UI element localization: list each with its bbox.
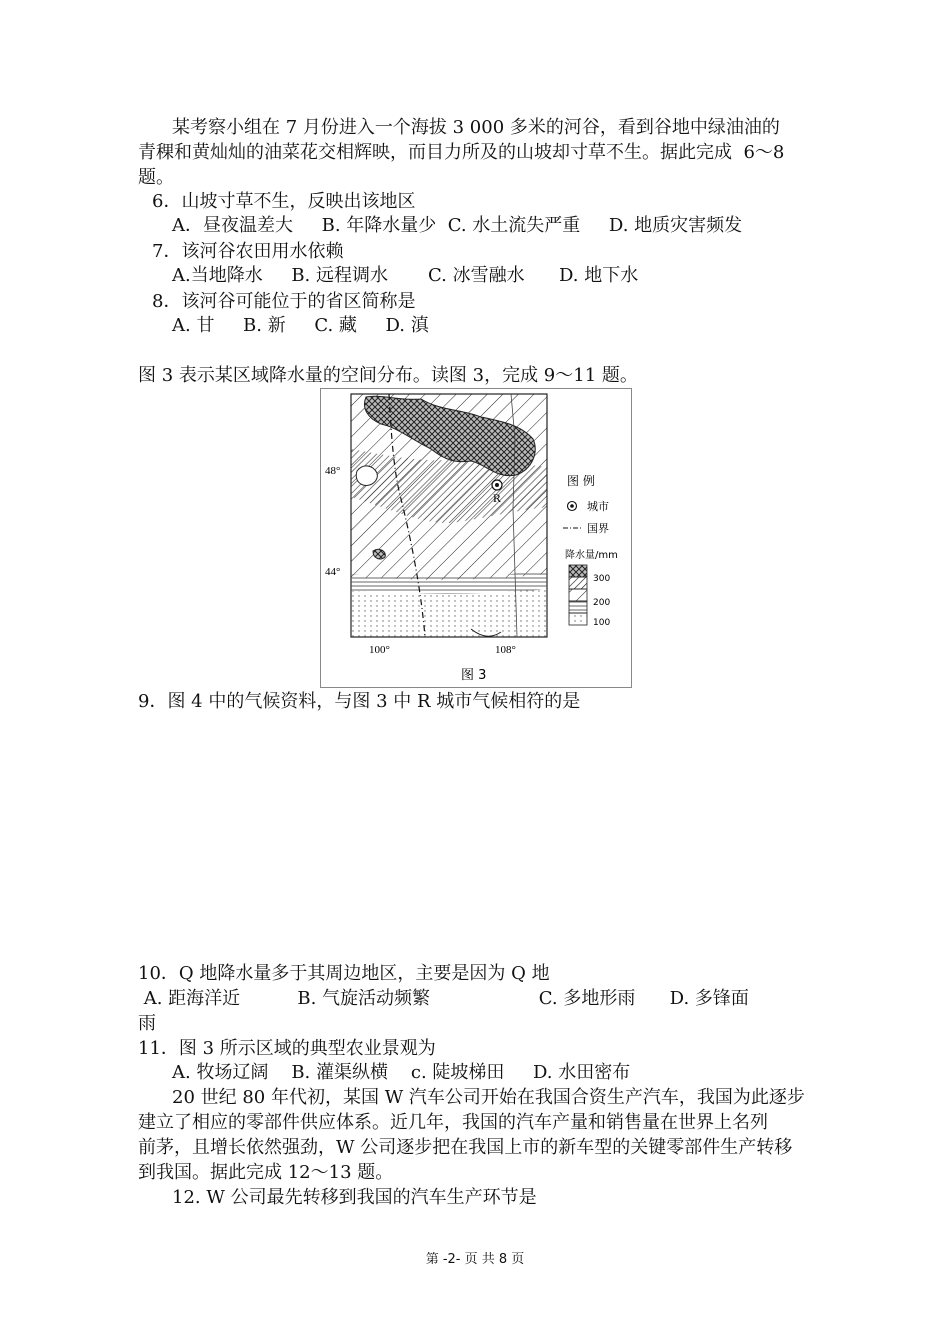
question-12-stem: 12. W 公司最先转移到我国的汽车生产环节是 bbox=[172, 1187, 537, 1208]
question-6-options: A．昼夜温差大 B. 年降水量少 C. 水土流失严重 D. 地质灾害频发 bbox=[172, 215, 743, 236]
question-10-stem: 10．Q 地降水量多于其周边地区，主要是因为 Q 地 bbox=[138, 963, 550, 984]
question-7-stem: 7．该河谷农田用水依赖 bbox=[152, 241, 344, 262]
city-r-label: R bbox=[493, 491, 502, 505]
lat-44-label: 44° bbox=[325, 566, 341, 578]
passage2-line3: 前茅，且增长依然强劲，W 公司逐步把在我国上市的新车型的关键零部件生产转移 bbox=[138, 1137, 793, 1158]
page-footer: 第 -2- 页 共 8 页 bbox=[425, 1252, 525, 1267]
passage1-line3: 题。 bbox=[138, 167, 174, 188]
question-11-stem: 11．图 3 所示区域的典型农业景观为 bbox=[138, 1038, 436, 1059]
precipitation-map bbox=[321, 389, 631, 687]
question-7-options: A.当地降水 B. 远程调水 C. 冰雪融水 D. 地下水 bbox=[172, 265, 639, 286]
question-10-wrap: 雨 bbox=[138, 1013, 156, 1034]
question-10-options: A. 距海洋近 B. 气旋活动频繁 C. 多地形雨 D. 多锋面 bbox=[138, 988, 749, 1009]
legend-value-300: 300 bbox=[593, 574, 611, 584]
figure3-intro: 图 3 表示某区域降水量的空间分布。读图 3，完成 9～11 题。 bbox=[138, 365, 638, 386]
question-6-stem: 6．山坡寸草不生，反映出该地区 bbox=[152, 191, 416, 212]
lon-108-label: 108° bbox=[495, 644, 516, 656]
lat-48-label: 48° bbox=[325, 465, 341, 477]
figure3-caption: 图 3 bbox=[461, 668, 487, 683]
legend-city-label: 城市 bbox=[587, 500, 609, 513]
passage2-line1: 20 世纪 80 年代初，某国 W 汽车公司开始在我国合资生产汽车，我国为此逐步 bbox=[172, 1087, 805, 1108]
question-11-options: A. 牧场辽阔 B. 灌渠纵横 c. 陡坡梯田 D. 水田密布 bbox=[172, 1062, 631, 1083]
passage2-line4: 到我国。据此完成 12～13 题。 bbox=[138, 1162, 394, 1183]
passage2-line2: 建立了相应的零部件供应体系。近几年，我国的汽车产量和销售量在世界上名列 bbox=[138, 1112, 768, 1133]
legend-value-100: 100 bbox=[593, 618, 611, 628]
band-below-100 bbox=[351, 589, 547, 637]
lon-100-label: 100° bbox=[369, 644, 390, 656]
figure-3 bbox=[320, 388, 632, 688]
lake-north bbox=[356, 466, 377, 485]
legend-precip-title: 降水量/mm bbox=[565, 550, 618, 561]
question-9-stem: 9．图 4 中的气候资料，与图 3 中 R 城市气候相符的是 bbox=[138, 691, 581, 712]
passage1-line2: 青稞和黄灿灿的油菜花交相辉映，而目力所及的山坡却寸草不生。据此完成 6～8 bbox=[138, 142, 785, 163]
question-8-stem: 8．该河谷可能位于的省区简称是 bbox=[152, 291, 416, 312]
passage1-line1: 某考察小组在 7 月份进入一个海拔 3 000 多米的河谷，看到谷地中绿油油的 bbox=[172, 117, 780, 138]
legend-value-200: 200 bbox=[593, 598, 611, 608]
legend-border-label: 国界 bbox=[587, 522, 609, 535]
legend-title: 图 例 bbox=[567, 474, 595, 488]
question-8-options: A. 甘 B. 新 C. 藏 D. 滇 bbox=[172, 315, 429, 336]
